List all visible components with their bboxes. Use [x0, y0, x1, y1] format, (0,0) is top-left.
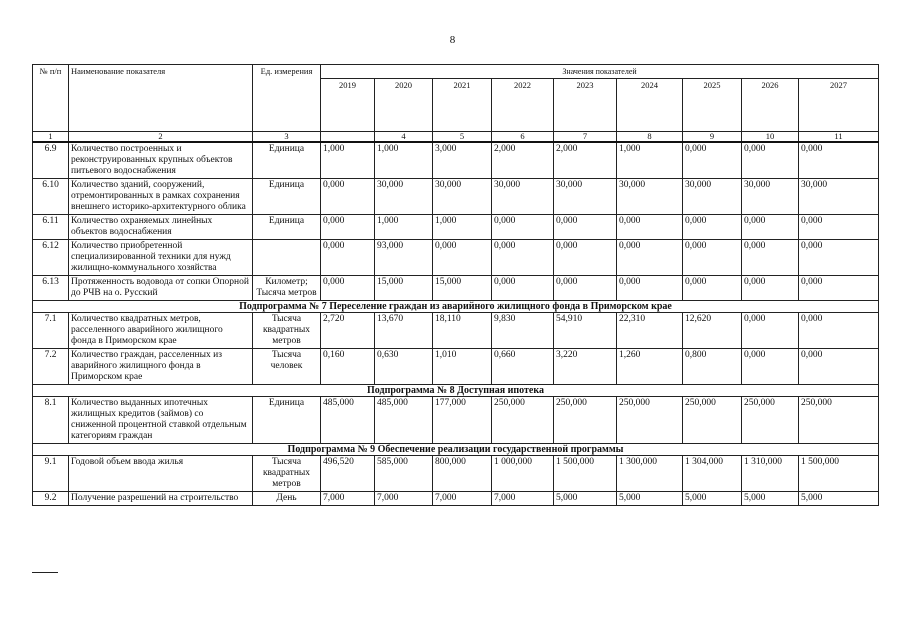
indicator-value: 1 500,000: [799, 456, 879, 492]
indicator-name: Получение разрешений на строительство: [69, 492, 253, 506]
indicator-value: 7,000: [375, 492, 433, 506]
indicator-value: 7,000: [321, 492, 375, 506]
header-unit: Ед. измерения: [253, 65, 321, 132]
indicator-value: 1,000: [433, 215, 492, 240]
header-year: 2025: [683, 79, 742, 132]
indicator-value: 12,620: [683, 313, 742, 349]
table-bottom-edge: [32, 572, 58, 573]
indicator-value: 250,000: [492, 397, 554, 444]
indicator-value: 250,000: [799, 397, 879, 444]
indicator-value: 0,000: [742, 313, 799, 349]
row-number: 6.13: [33, 276, 69, 301]
indicator-name: Количество зданий, сооружений, отремонтированных в рамках сохранения внешнего историко-архитектурного облика: [69, 179, 253, 215]
indicator-value: 1,260: [617, 349, 683, 385]
indicator-value: 15,000: [375, 276, 433, 301]
indicator-value: 0,000: [554, 276, 617, 301]
indicator-value: 0,000: [742, 349, 799, 385]
indicators-table: [32, 64, 879, 506]
header-year: 2026: [742, 79, 799, 132]
indicator-value: 0,000: [799, 349, 879, 385]
header-name: Наименование показателя: [69, 65, 253, 132]
indicator-value: 0,000: [799, 313, 879, 349]
indicator-value: 0,160: [321, 349, 375, 385]
indicator-value: 250,000: [617, 397, 683, 444]
indicator-value: 800,000: [433, 456, 492, 492]
indicator-value: 30,000: [617, 179, 683, 215]
indicator-value: 1,000: [375, 142, 433, 179]
column-number: 11: [799, 132, 879, 143]
indicator-value: 0,000: [683, 276, 742, 301]
indicator-value: 0,000: [492, 240, 554, 276]
indicator-value: 2,720: [321, 313, 375, 349]
header-year: 2021: [433, 79, 492, 132]
row-number: 6.10: [33, 179, 69, 215]
row-number: 6.12: [33, 240, 69, 276]
indicator-value: 250,000: [554, 397, 617, 444]
page-number: 8: [449, 34, 456, 46]
indicator-value: 5,000: [683, 492, 742, 506]
indicator-value: 1,000: [375, 215, 433, 240]
column-number-row: [33, 132, 879, 143]
indicator-value: 0,000: [492, 215, 554, 240]
table-row: [33, 215, 879, 240]
header-year: 2023: [554, 79, 617, 132]
indicator-value: 5,000: [554, 492, 617, 506]
indicator-value: 7,000: [492, 492, 554, 506]
indicator-value: 0,000: [799, 215, 879, 240]
indicator-value: 0,000: [321, 276, 375, 301]
indicator-name: Количество построенных и реконструированных крупных объектов питьевого водоснабжения: [69, 142, 253, 179]
indicator-value: 5,000: [742, 492, 799, 506]
indicator-value: 1 300,000: [617, 456, 683, 492]
indicator-value: 30,000: [433, 179, 492, 215]
indicator-name: Годовой объем ввода жилья: [69, 456, 253, 492]
header-year: 2027: [799, 79, 879, 132]
indicator-value: 9,830: [492, 313, 554, 349]
unit-of-measure: Единица: [253, 179, 321, 215]
indicator-value: 0,000: [617, 276, 683, 301]
column-number: 1: [33, 132, 69, 143]
unit-of-measure: Километр; Тысяча метров: [253, 276, 321, 301]
indicator-value: 13,670: [375, 313, 433, 349]
indicator-value: 1,010: [433, 349, 492, 385]
column-number: 6: [492, 132, 554, 143]
indicator-value: 496,520: [321, 456, 375, 492]
column-number: 8: [617, 132, 683, 143]
table-row: [33, 142, 879, 179]
indicator-value: 0,000: [321, 215, 375, 240]
indicator-value: 5,000: [617, 492, 683, 506]
indicator-value: 30,000: [683, 179, 742, 215]
indicator-value: 0,000: [742, 142, 799, 179]
indicator-value: 250,000: [683, 397, 742, 444]
unit-of-measure: Тысяча квадратных метров: [253, 456, 321, 492]
indicator-value: 0,000: [617, 240, 683, 276]
column-number: 4: [375, 132, 433, 143]
indicator-value: 1,000: [321, 142, 375, 179]
header-year: 2020: [375, 79, 433, 132]
row-number: 8.1: [33, 397, 69, 444]
unit-of-measure: Единица: [253, 397, 321, 444]
indicator-value: 0,630: [375, 349, 433, 385]
indicator-value: 30,000: [375, 179, 433, 215]
indicator-value: 0,000: [554, 240, 617, 276]
subprogram-row: [33, 444, 879, 456]
column-number: 5: [433, 132, 492, 143]
indicator-value: 18,110: [433, 313, 492, 349]
indicator-value: 15,000: [433, 276, 492, 301]
subprogram-title: Подпрограмма № 9 Обеспечение реализации государственной программы: [33, 444, 879, 456]
indicator-value: 250,000: [742, 397, 799, 444]
column-number-blank: [321, 132, 375, 143]
table-row: [33, 397, 879, 444]
unit-of-measure: Тысяча квадратных метров: [253, 313, 321, 349]
unit-of-measure: Тысяча человек: [253, 349, 321, 385]
indicator-value: 1 310,000: [742, 456, 799, 492]
indicator-name: Количество квадратных метров, расселенного аварийного жилищного фонда в Приморском крае: [69, 313, 253, 349]
subprogram-row: [33, 385, 879, 397]
column-number: 7: [554, 132, 617, 143]
indicator-value: 0,000: [742, 276, 799, 301]
indicator-value: 1,000: [617, 142, 683, 179]
row-number: 6.9: [33, 142, 69, 179]
column-number: 10: [742, 132, 799, 143]
indicator-value: 3,000: [433, 142, 492, 179]
indicator-value: 5,000: [799, 492, 879, 506]
table-row: [33, 179, 879, 215]
indicator-value: 30,000: [492, 179, 554, 215]
indicator-value: 0,000: [433, 240, 492, 276]
unit-of-measure: День: [253, 492, 321, 506]
table-row: [33, 240, 879, 276]
indicator-value: 93,000: [375, 240, 433, 276]
indicator-value: 0,000: [617, 215, 683, 240]
table-row: [33, 313, 879, 349]
indicator-value: 0,000: [742, 215, 799, 240]
subprogram-title: Подпрограмма № 7 Переселение граждан из аварийного жилищного фонда в Приморском крае: [33, 301, 879, 313]
indicator-value: 30,000: [742, 179, 799, 215]
indicator-value: 0,000: [742, 240, 799, 276]
indicator-value: 0,000: [799, 240, 879, 276]
indicator-value: 0,000: [492, 276, 554, 301]
indicator-value: 485,000: [321, 397, 375, 444]
indicator-name: Протяженность водовода от сопки Опорной до РЧВ на о. Русский: [69, 276, 253, 301]
row-number: 9.1: [33, 456, 69, 492]
indicator-name: Количество охраняемых линейных объектов водоснабжения: [69, 215, 253, 240]
indicator-value: 1 000,000: [492, 456, 554, 492]
table-row: [33, 349, 879, 385]
header-values-group: Значения показателей: [321, 65, 879, 79]
row-number: 7.1: [33, 313, 69, 349]
column-number: 3: [253, 132, 321, 143]
indicator-name: Количество выданных ипотечных жилищных кредитов (займов) со сниженной процентной ставкой отдельным категориям граждан: [69, 397, 253, 444]
indicator-value: 0,800: [683, 349, 742, 385]
indicator-value: 0,000: [799, 276, 879, 301]
unit-of-measure: Единица: [253, 215, 321, 240]
row-number: 7.2: [33, 349, 69, 385]
indicator-value: 0,000: [321, 240, 375, 276]
indicator-value: 0,000: [683, 240, 742, 276]
indicator-name: Количество граждан, расселенных из аварийного жилищного фонда в Приморском крае: [69, 349, 253, 385]
indicator-value: 0,000: [554, 215, 617, 240]
header-num: № п/п: [33, 65, 69, 132]
indicator-value: 177,000: [433, 397, 492, 444]
indicator-value: 22,310: [617, 313, 683, 349]
indicator-value: 54,910: [554, 313, 617, 349]
header-year: 2019: [321, 79, 375, 132]
indicator-value: 0,000: [321, 179, 375, 215]
indicator-value: 585,000: [375, 456, 433, 492]
subprogram-title: Подпрограмма № 8 Доступная ипотека: [33, 385, 879, 397]
indicator-value: 30,000: [799, 179, 879, 215]
indicator-value: 3,220: [554, 349, 617, 385]
unit-of-measure: Единица: [253, 142, 321, 179]
indicator-value: 2,000: [492, 142, 554, 179]
indicator-value: 485,000: [375, 397, 433, 444]
indicator-name: Количество приобретенной специализированной техники для нужд жилищно-коммунального хозяйства: [69, 240, 253, 276]
indicator-value: 7,000: [433, 492, 492, 506]
header-year: 2024: [617, 79, 683, 132]
indicator-value: 0,000: [799, 142, 879, 179]
unit-of-measure: [253, 240, 321, 276]
header-year: 2022: [492, 79, 554, 132]
column-number: 9: [683, 132, 742, 143]
subprogram-row: [33, 301, 879, 313]
indicator-value: 0,660: [492, 349, 554, 385]
table-row: [33, 492, 879, 506]
row-number: 9.2: [33, 492, 69, 506]
indicator-value: 0,000: [683, 215, 742, 240]
indicator-value: 0,000: [683, 142, 742, 179]
indicator-value: 2,000: [554, 142, 617, 179]
row-number: 6.11: [33, 215, 69, 240]
table-row: [33, 276, 879, 301]
indicator-value: 30,000: [554, 179, 617, 215]
table-row: [33, 456, 879, 492]
indicator-value: 1 500,000: [554, 456, 617, 492]
indicator-value: 1 304,000: [683, 456, 742, 492]
column-number: 2: [69, 132, 253, 143]
